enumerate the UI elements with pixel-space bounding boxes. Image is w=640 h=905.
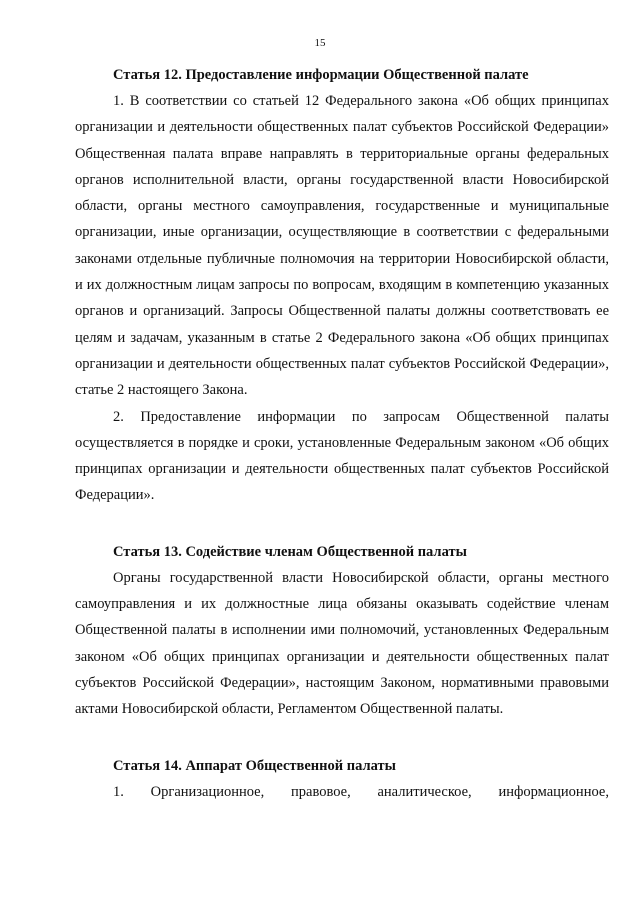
article-12-paragraph-2: 2. Предоставление информации по запросам Общественной палаты осуществляется в порядке и сроки, установленные Федеральным законом «Об общих принципах организации и деятельности общественных палат субъектов Российской Федерации». bbox=[75, 408, 609, 504]
article-14-word: аналитическое, bbox=[377, 783, 472, 800]
article-14-paragraph-1 bbox=[75, 779, 609, 805]
article-12-paragraph-1: 1. В соответствии со статьей 12 Федерального закона «Об общих принципах организации и деятельности общественных палат субъектов Российской Федерации» Общественная палата вправе направлять в территориальные органы федеральных органов исполнительной власти, органы государственной власти Новосибирской области, органы местного самоуправления, государственные и муниципальные организации, иные организации, осуществляющие в соответствии с федеральными законами отдельные публичные полномочия на территории Новосибирской области, и их должностным лицам запросы по вопросам, входящим в компетенцию указанных органов и организаций. Запросы Общественной палаты должны соответствовать ее целям и задачам, указанным в статье 2 Федерального закона «Об общих принципах организации и деятельности общественных палат субъектов Российской Федерации», статье 2 настоящего Закона. bbox=[75, 93, 609, 399]
article-14-word: Организационное, bbox=[150, 783, 265, 800]
article-14-word: правовое, bbox=[291, 783, 351, 800]
article-14-heading: Статья 14. Аппарат Общественной палаты bbox=[113, 757, 396, 774]
article-13-paragraph-1: Органы государственной власти Новосибирской области, органы местного самоуправления и их должностные лица обязаны оказывать содействие членам Общественной палаты в исполнении ими полномочий, установленных Федеральным законом «Об общих принципах организации и деятельности общественных палат субъектов Российской Федерации», настоящим Законом, нормативными правовыми актами Новосибирской области, Регламентом Общественной палаты. bbox=[75, 569, 609, 718]
page-number: 15 bbox=[314, 37, 326, 49]
document-body bbox=[75, 66, 609, 805]
article-12-heading: Статья 12. Предоставление информации Общественной палате bbox=[113, 67, 529, 83]
article-14-word: информационное, bbox=[498, 783, 609, 800]
article-13-heading: Статья 13. Содействие членам Общественной палаты bbox=[113, 543, 467, 560]
article-14-word: 1. bbox=[113, 783, 124, 800]
